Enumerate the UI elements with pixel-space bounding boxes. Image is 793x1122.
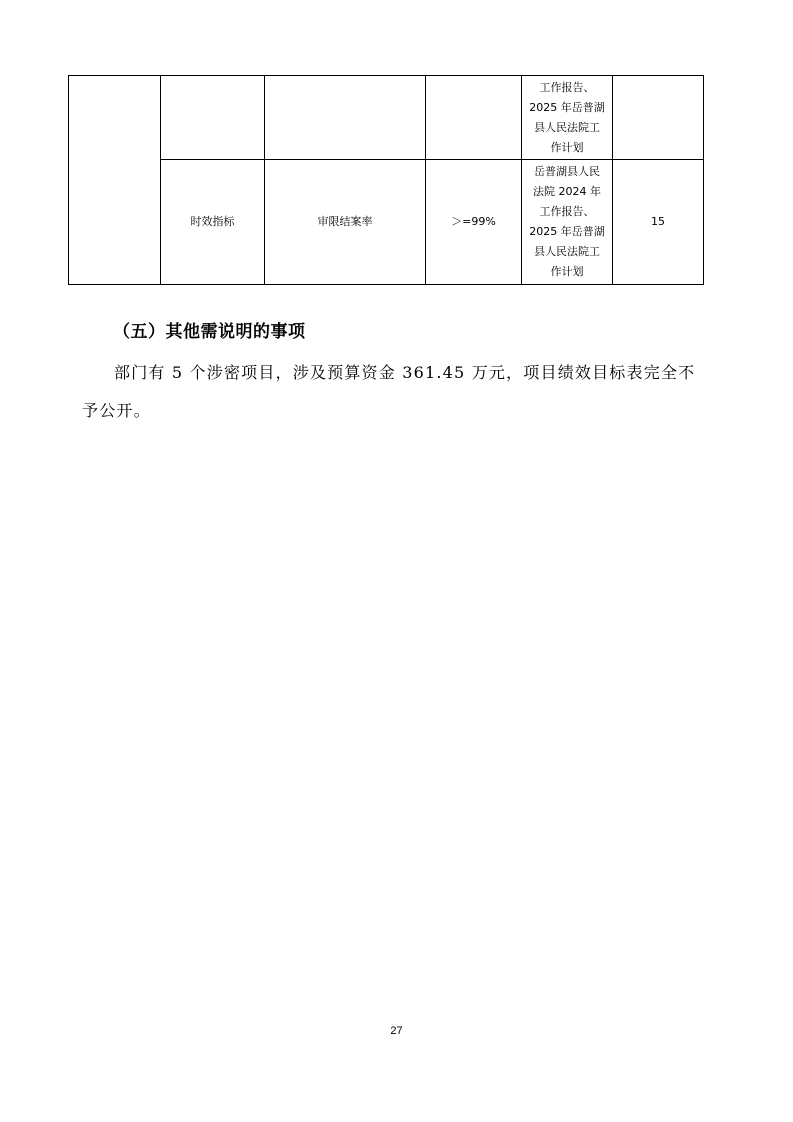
table-cell-indicator-type [161, 76, 265, 160]
table-cell-source [522, 160, 613, 285]
section-paragraph: 部门有 5 个涉密项目，涉及预算资金 361.45 万元，项目绩效目标表完全不予公开。 [82, 363, 696, 420]
table-cell-score [613, 76, 704, 160]
table-cell-category [69, 76, 161, 285]
table-row [69, 76, 704, 160]
source-line: 法院 2024 年 [533, 185, 601, 198]
source-line: 2025 年岳普湖 [529, 100, 605, 114]
source-line: 作计划 [550, 265, 584, 278]
table-cell-target: ＞=99% [426, 160, 522, 285]
table-cell-indicator-name: 审限结案率 [265, 160, 426, 285]
source-line: 工作报告、 [539, 205, 595, 218]
source-line: 县人民法院工 [534, 245, 600, 258]
performance-table [68, 75, 704, 285]
source-line: 2025 年岳普湖 [529, 225, 605, 238]
source-line: 岳普湖县人民 [534, 165, 600, 178]
section-heading: （五）其他需说明的事项 [113, 322, 306, 342]
table-row [69, 160, 704, 285]
source-line: 县人民法院工 [534, 120, 600, 134]
table-cell-indicator-type: 时效指标 [161, 160, 265, 285]
table-cell-target [426, 76, 522, 160]
table-cell-source [522, 76, 613, 160]
table-cell-score: 15 [613, 160, 704, 285]
source-line: 工作报告、 [539, 80, 595, 94]
table-cell-indicator-name [265, 76, 426, 160]
source-line: 作计划 [550, 140, 584, 154]
page-number: 27 [390, 1025, 403, 1037]
